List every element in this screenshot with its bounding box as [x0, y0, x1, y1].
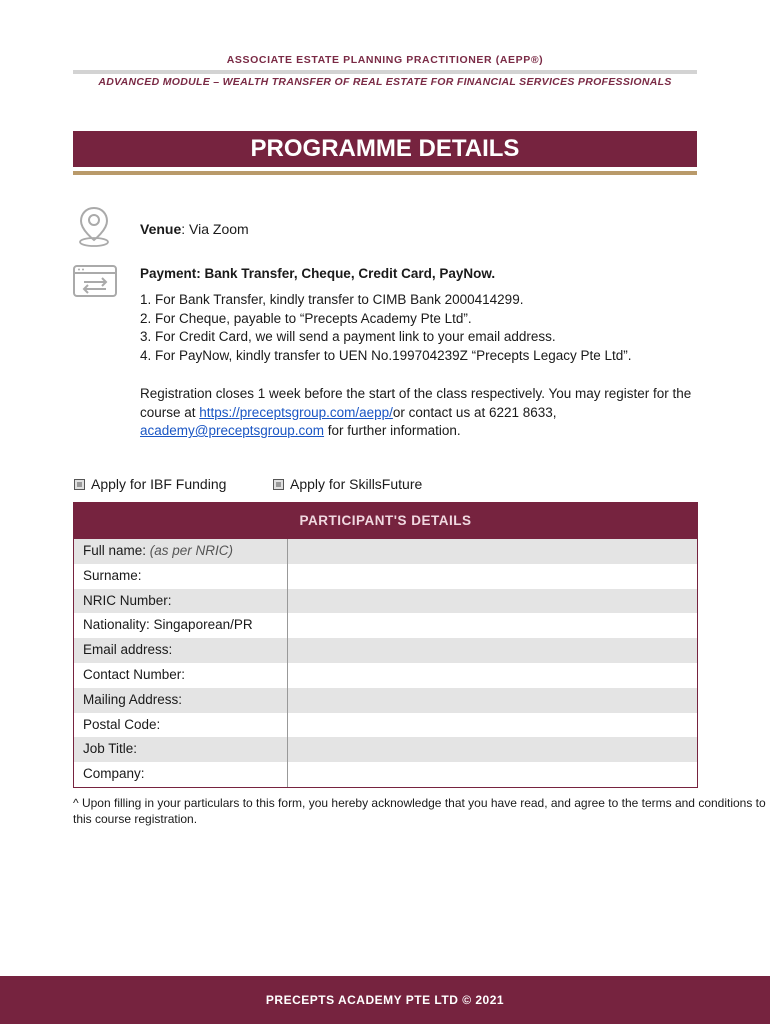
nric-number-field[interactable]: [288, 589, 697, 614]
venue-line: [140, 221, 249, 237]
table-row: [74, 762, 697, 787]
table-row: [74, 688, 697, 713]
payment-title: Payment: Bank Transfer, Cheque, Credit Card, PayNow.: [140, 266, 496, 281]
ibf-funding-checkbox[interactable]: [74, 479, 85, 490]
skillsfuture-label: Apply for SkillsFuture: [290, 476, 423, 492]
participant-details-table: [73, 502, 698, 788]
payment-item: 4. For PayNow, kindly transfer to UEN No.199704239Z “Precepts Legacy Pte Ltd”.: [140, 347, 632, 363]
venue-value: : Via Zoom: [181, 221, 249, 237]
field-label: Email address:: [74, 638, 288, 663]
footer-bar: PRECEPTS ACADEMY PTE LTD © 2021: [0, 976, 770, 1024]
ibf-funding-option[interactable]: [74, 476, 226, 492]
terms-acknowledgement: ^ Upon filling in your particulars to this form, you hereby acknowledge that you have read, and agree to the terms and conditions to this course registration.: [73, 796, 766, 826]
table-row: [74, 613, 697, 638]
company-field[interactable]: [288, 762, 697, 787]
payment-item: 2. For Cheque, payable to “Precepts Academy Pte Ltd”.: [140, 310, 472, 326]
email-link[interactable]: academy@preceptsgroup.com: [140, 423, 325, 438]
skillsfuture-option[interactable]: [273, 476, 422, 492]
postal-code-field[interactable]: [288, 713, 697, 738]
job-title-field[interactable]: [288, 737, 697, 762]
field-label: Job Title:: [74, 737, 288, 762]
mailing-address-field[interactable]: [288, 688, 697, 713]
registration-link[interactable]: https://preceptsgroup.com/aepp/: [199, 404, 393, 420]
surname-field[interactable]: [288, 564, 697, 589]
full-name-label: Full name:: [83, 543, 150, 558]
table-row: [74, 589, 697, 614]
header-title: ASSOCIATE ESTATE PLANNING PRACTITIONER (AEPP®): [226, 54, 544, 66]
payment-item: 3. For Credit Card, we will send a payment link to your email address.: [140, 329, 556, 344]
field-label: Postal Code:: [74, 713, 288, 738]
table-row: [74, 737, 697, 762]
contact-number-field[interactable]: [288, 663, 697, 688]
payment-list: [140, 291, 632, 365]
table-row: [74, 539, 697, 564]
field-label: Nationality: Singaporean/PR: [74, 613, 288, 638]
payment-transfer-icon: [73, 265, 117, 297]
field-label: NRIC Number:: [74, 589, 288, 614]
table-row: [74, 564, 697, 589]
registration-closing: for further information.: [324, 423, 461, 438]
field-label: [74, 539, 288, 564]
ibf-funding-label: Apply for IBF Funding: [91, 476, 227, 492]
registration-text: Registration closes 1 week before the start of the class respectively. You may register for the course at: [140, 386, 692, 420]
programme-details-banner: PROGRAMME DETAILS: [73, 131, 697, 167]
nationality-field[interactable]: [288, 613, 697, 638]
field-label: Mailing Address:: [74, 688, 288, 713]
full-name-field[interactable]: [288, 539, 697, 564]
table-row: [74, 638, 697, 663]
participant-rows: [74, 539, 697, 787]
field-label: Company:: [74, 762, 288, 787]
registration-paragraph: [140, 385, 700, 441]
registration-contact: or contact us at 6221 8633,: [392, 404, 557, 420]
location-pin-icon: [76, 206, 112, 248]
header-divider: [73, 70, 697, 74]
banner-divider: [73, 171, 697, 175]
payment-item: 1. For Bank Transfer, kindly transfer to CIMB Bank 2000414299.: [140, 292, 524, 307]
venue-label: Venue: [140, 221, 182, 237]
skillsfuture-checkbox[interactable]: [273, 479, 284, 490]
table-row: [74, 713, 697, 738]
email-address-field[interactable]: [288, 638, 697, 663]
participant-details-heading: PARTICIPANT'S DETAILS: [74, 503, 697, 539]
header-subtitle: ADVANCED MODULE – WEALTH TRANSFER OF REAL ESTATE FOR FINANCIAL SERVICES PROFESSIONALS: [98, 76, 672, 88]
full-name-note: (as per NRIC): [149, 543, 234, 558]
table-row: [74, 663, 697, 688]
field-label: Contact Number:: [74, 663, 288, 688]
field-label: Surname:: [74, 564, 288, 589]
